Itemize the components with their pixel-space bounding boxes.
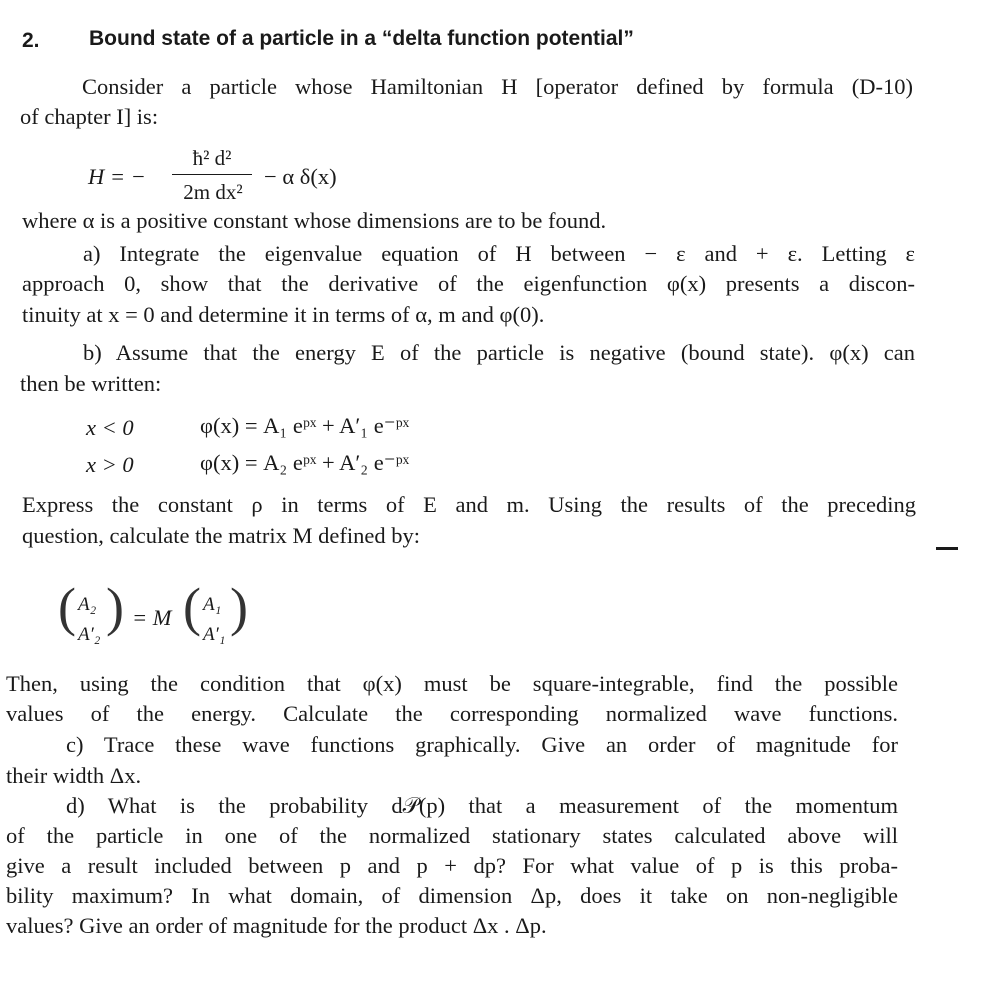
right-paren-open: ( [183, 577, 201, 637]
part-b-line-3: Express the constant ρ in terms of E and m. Using the results of the preceding [22, 492, 916, 517]
hamiltonian-rest: − α δ(x) [264, 164, 337, 189]
part-d-line-3: give a result included between p and p + dp? For what value of p is this proba- [6, 853, 898, 878]
part-d-line-4: bility maximum? In what domain, of dimension Δp, does it take on non-negligible [6, 883, 898, 908]
vector-right-top: A₁ [203, 594, 222, 615]
part-a-line-3: tinuity at x = 0 and determine it in terms of α, m and φ(0). [22, 302, 545, 327]
part-d-line-2: of the particle in one of the normalized stationary states calculated above will [6, 823, 898, 848]
part-a-line-2: approach 0, show that the derivative of the eigenfunction φ(x) presents a discon- [22, 271, 915, 296]
part-a-line-1: a) Integrate the eigenvalue equation of H between − ε and + ε. Letting ε [83, 241, 915, 266]
right-paren-close: ) [230, 577, 248, 637]
hamiltonian-denominator: 2m dx² [183, 180, 243, 204]
margin-mark [936, 547, 958, 550]
part-d-line-1: d) What is the probability d𝒫(p) that a measurement of the momentum [66, 793, 898, 818]
part-b-line-1: b) Assume that the energy E of the particle is negative (bound state). φ(x) can [83, 340, 915, 365]
part-b-line-2: then be written: [20, 371, 162, 396]
left-paren-open: ( [58, 577, 76, 637]
matrix-equals-m: = M [132, 605, 172, 630]
hamiltonian-numerator: ħ² d² [192, 146, 232, 170]
part-c-line-1: c) Trace these wave functions graphically. Give an order of magnitude for [66, 732, 898, 757]
problem-number: 2. [22, 29, 40, 52]
vector-right-bottom: A′₁ [203, 624, 226, 645]
vector-left-top: A₂ [78, 594, 97, 615]
wavefunction-left: φ(x) = A₁ eᵖˣ + A′₁ e⁻ᵖˣ [200, 413, 410, 438]
left-paren-close: ) [106, 577, 124, 637]
intro-line-1: Consider a particle whose Hamiltonian H [operator defined by formula (D-10) [82, 74, 913, 99]
wavefunction-right: φ(x) = A₂ eᵖˣ + A′₂ e⁻ᵖˣ [200, 450, 410, 475]
part-b-line-4: question, calculate the matrix M defined by: [22, 523, 421, 548]
where-line: where α is a positive constant whose dimensions are to be found. [22, 208, 607, 233]
condition-x-positive: x > 0 [86, 452, 134, 477]
hamiltonian-lhs: H = − [88, 164, 146, 189]
part-b-line-5: Then, using the condition that φ(x) must be square-integrable, find the possible [6, 671, 898, 696]
problem-title: Bound state of a particle in a “delta function potential” [89, 27, 634, 50]
vector-left-bottom: A′₂ [78, 624, 101, 645]
part-c-line-2: their width Δx. [6, 763, 142, 788]
part-b-line-6: values of the energy. Calculate the corresponding normalized wave functions. [6, 701, 898, 726]
fraction-bar [172, 174, 252, 175]
part-d-line-5: values? Give an order of magnitude for the product Δx . Δp. [6, 913, 547, 938]
condition-x-negative: x < 0 [86, 415, 134, 440]
intro-line-2: of chapter I] is: [20, 104, 159, 129]
